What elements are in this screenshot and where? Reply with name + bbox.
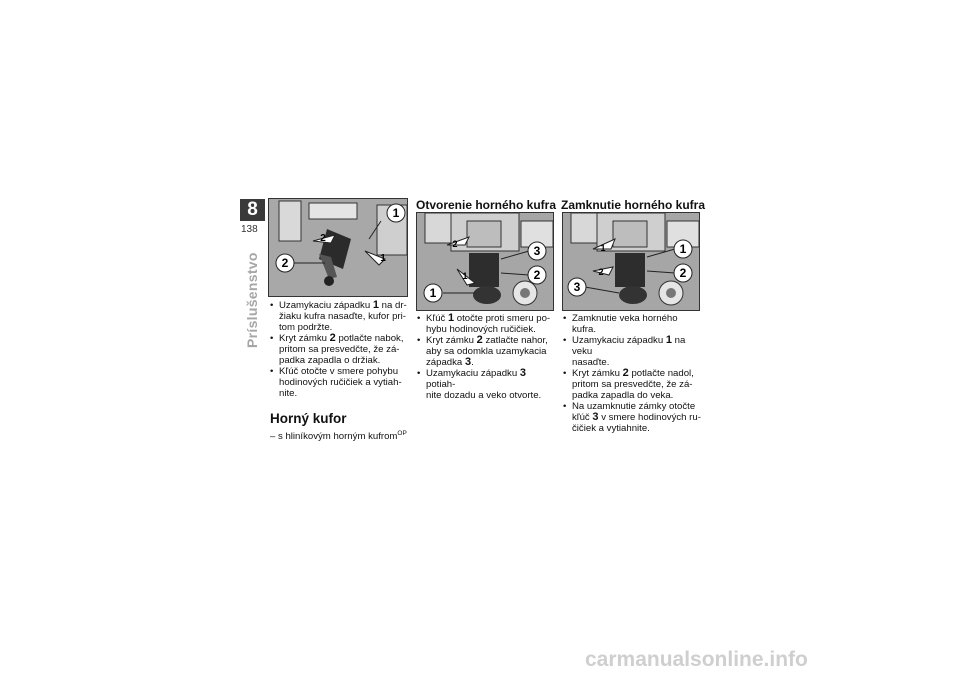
watermark: carmanualsonline.info bbox=[585, 648, 808, 671]
figure-label: 1 bbox=[462, 271, 468, 281]
column-3-text bbox=[563, 313, 703, 434]
list-item: • Zamknutie veka horného kufra. bbox=[563, 313, 703, 335]
column-1-text bbox=[270, 300, 410, 442]
list-item: • Kryt zámku 2 potlačte nadol, pritom sa presvedčte, že zá- padka zapadla do veka. bbox=[563, 368, 703, 401]
figure-label: 3 bbox=[573, 280, 581, 294]
column-2-text bbox=[417, 313, 557, 401]
section-heading: Horný kufor bbox=[270, 411, 347, 426]
list-item: • Kryt zámku 2 potlačte nabok, pritom sa presvedčte, že zá- padka zapadla o držiak. bbox=[270, 333, 410, 366]
figure-label: 1 bbox=[600, 243, 606, 253]
variant-note: – s hliníkovým horným kufrom$^{OP}$ bbox=[270, 430, 407, 443]
chapter-side-title: Príslušenstvo bbox=[244, 252, 260, 348]
figure-label: 2 bbox=[320, 233, 326, 244]
figure-label: 2 bbox=[452, 239, 458, 249]
figure-label: 1 bbox=[679, 242, 687, 256]
list-item: • Kľúč 1 otočte proti smeru po- hybu hodinových ručičiek. bbox=[417, 313, 557, 335]
figure-case-mounting bbox=[268, 198, 408, 297]
list-item: • Kryt zámku 2 zatlačte nahor, aby sa odomkla uzamykacia západka 3. bbox=[417, 335, 557, 368]
figure-label: 2 bbox=[679, 266, 687, 280]
list-item: • Uzamykaciu západku 1 na veku nasaďte. bbox=[563, 335, 703, 368]
figure-label: 2 bbox=[533, 268, 541, 282]
figure-case-opening bbox=[416, 212, 554, 311]
figure-label: 2 bbox=[598, 267, 604, 277]
figure-case-locking bbox=[562, 212, 700, 311]
section-heading: Zamknutie horného kufra bbox=[561, 198, 706, 212]
figure-label: 1 bbox=[392, 206, 400, 220]
list-item: • Uzamykaciu západku 3 potiah- nite dozadu a veko otvorte. bbox=[417, 368, 557, 401]
figure-label: 3 bbox=[533, 244, 541, 258]
chapter-number: 8 bbox=[240, 199, 265, 221]
list-item: • Uzamykaciu západku 1 na dr- žiaku kufra nasaďte, kufor pri- tom podržte. bbox=[270, 300, 410, 333]
figure-label: 1 bbox=[380, 253, 386, 264]
page-number: 138 bbox=[241, 224, 258, 235]
figure-label: 2 bbox=[281, 256, 289, 270]
section-heading: Otvorenie horného kufra bbox=[416, 198, 557, 212]
figure-label: 1 bbox=[429, 286, 437, 300]
list-item: • Na uzamknutie zámky otočte kľúč 3 v smere hodinových ru- čičiek a vytiahnite. bbox=[563, 401, 703, 434]
list-item: • Kľúč otočte v smere pohybu hodinových ručičiek a vytiah- nite. bbox=[270, 366, 410, 399]
